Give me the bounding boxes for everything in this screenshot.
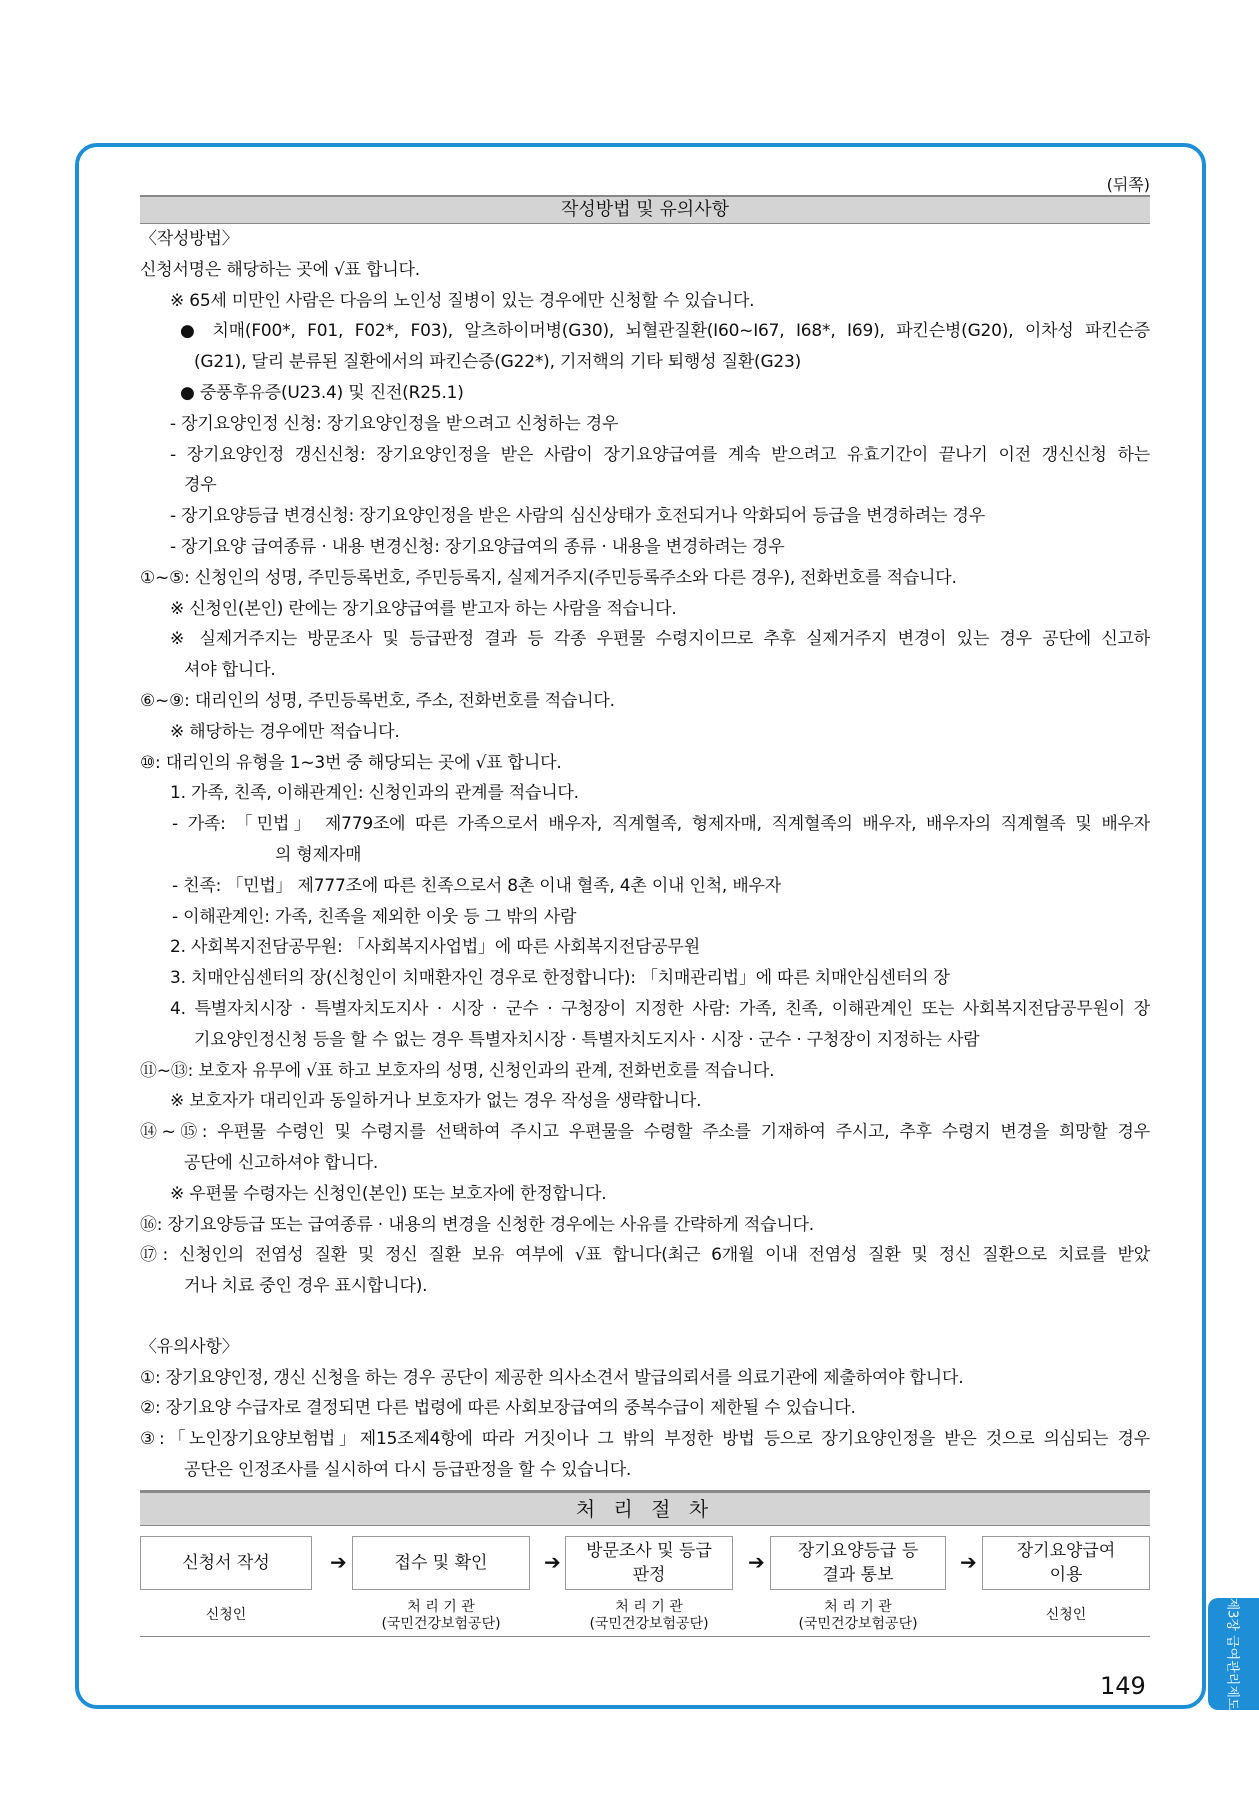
back-side-label: (뒤쪽) [1106, 175, 1150, 194]
step-label: 판정 [632, 1564, 666, 1585]
method-line: 2. 사회복지전담공무원: 「사회복지사업법」에 따른 사회복지전담공무원 [170, 937, 700, 958]
procedure-step [140, 1536, 312, 1590]
method-line: ①~⑤: 신청인의 성명, 주민등록번호, 주민등록지, 실제거주지(주민등록주소와 다른 경우), 전화번호를 적습니다. [140, 567, 957, 588]
method-heading: 〈작성방법〉 [140, 229, 239, 249]
notes-section [140, 1332, 1150, 1486]
arrow-right-icon: ➔ [330, 1549, 347, 1574]
actor-label: (국민건강보험공단) [798, 1615, 918, 1632]
instructions-title: 작성방법 및 유의사항 [140, 195, 1150, 224]
arrow-right-icon: ➔ [960, 1549, 977, 1574]
method-line: 경우 [184, 475, 217, 496]
method-line: ⑩: 대리인의 유형을 1~3번 중 해당되는 곳에 √표 합니다. [140, 752, 562, 773]
method-line: 신청서명은 해당하는 곳에 √표 합니다. [140, 259, 420, 280]
method-line: 의 형제자매 [275, 844, 362, 865]
method-line: ⑭~⑮: 우편물 수령인 및 수령지를 선택하여 주시고 우편물을 수령할 주소를 기재하여 주시고, 추후 수령지 변경을 희망할 경우 [140, 1122, 1150, 1143]
step-label: 접수 및 확인 [394, 1552, 488, 1573]
method-line: - 친족: 「민법」 제777조에 따른 친족으로서 8촌 이내 혈족, 4촌 이내 인척, 배우자 [172, 875, 781, 896]
step-label: 신청서 작성 [182, 1552, 270, 1573]
actor-label: 신청인 [1045, 1607, 1087, 1624]
method-line: ※ 실제거주지는 방문조사 및 등급판정 결과 등 각종 우편물 수령지이므로 추후 실제거주지 변경이 있는 경우 공단에 신고하 [170, 629, 1150, 650]
method-line: ⑰: 신청인의 전염성 질환 및 정신 질환 보유 여부에 √표 합니다(최근 6개월 이내 전염성 질환 및 정신 질환으로 치료를 받았 [140, 1245, 1150, 1266]
procedure-title: 처 리 절 차 [140, 1490, 1150, 1526]
notes-line: 공단은 인정조사를 실시하여 다시 등급판정을 할 수 있습니다. [184, 1460, 632, 1481]
chapter-side-tab [1208, 1598, 1259, 1710]
method-line: ※ 신청인(본인) 란에는 장기요양급여를 받고자 하는 사람을 적습니다. [170, 598, 677, 619]
actor-label: 신청인 [205, 1607, 247, 1624]
procedure-actor [982, 1598, 1150, 1634]
method-line: 3. 치매안심센터의 장(신청인이 치매환자인 경우로 한정합니다): 「치매관리법」에 따른 치매안심센터의 장 [170, 968, 950, 989]
method-line: 공단에 신고하셔야 합니다. [184, 1152, 379, 1173]
method-line: ⑪~⑬: 보호자 유무에 √표 하고 보호자의 성명, 신청인과의 관계, 전화번호를 적습니다. [140, 1060, 775, 1081]
method-line: 4. 특별자치시장 · 특별자치도지사 · 시장 · 군수 · 구청장이 지정한 사람: 가족, 친족, 이해관계인 또는 사회복지전담공무원이 장 [170, 998, 1150, 1019]
step-label: 장기요양급여 [1016, 1540, 1116, 1561]
actor-label: 처 리 기 관 [824, 1598, 892, 1615]
notes-line: ②: 장기요양 수급자로 결정되면 다른 법령에 따른 사회보장급여의 중복수급이 제한될 수 있습니다. [140, 1398, 856, 1419]
method-line: ※ 해당하는 경우에만 적습니다. [170, 721, 400, 742]
method-section [140, 224, 1150, 1332]
actor-label: (국민건강보험공단) [589, 1615, 709, 1632]
method-line: ● 중풍후유증(U23.4) 및 진전(R25.1) [180, 382, 464, 403]
notes-heading: 〈유의사항〉 [140, 1336, 239, 1357]
form-instructions [140, 175, 1150, 1637]
method-line: 1. 가족, 친족, 이해관계인: 신청인과의 관계를 적습니다. [170, 783, 579, 804]
method-line: 거나 치료 중인 경우 표시합니다). [184, 1276, 428, 1297]
procedure-actor [140, 1598, 312, 1634]
arrow-right-icon: ➔ [748, 1549, 765, 1574]
procedure-step [565, 1536, 733, 1590]
procedure-flow [140, 1526, 1150, 1637]
page-number: 149 [1100, 1672, 1146, 1700]
method-line: 셔야 합니다. [184, 660, 276, 681]
procedure-step [352, 1536, 530, 1590]
notes-line: ①: 장기요양인정, 갱신 신청을 하는 경우 공단이 제공한 의사소견서 발급의뢰서를 의료기관에 제출하여야 합니다. [140, 1367, 964, 1388]
notes-line: ③:「노인장기요양보험법」제15조제4항에 따라 거짓이나 그 밖의 부정한 방법 등으로 장기요양인정을 받은 것으로 의심되는 경우 [140, 1429, 1150, 1450]
arrow-right-icon: ➔ [544, 1549, 561, 1574]
actor-label: (국민건강보험공단) [381, 1615, 501, 1632]
method-line: - 가족: 「민법」 제779조에 따른 가족으로서 배우자, 직계혈족, 형제자매, 직계혈족의 배우자, 배우자의 직계혈족 및 배우자 [172, 814, 1150, 835]
chapter-side-tab-label: 제3장 급여관리제도 [1224, 1597, 1239, 1711]
method-line: - 장기요양 급여종류 · 내용 변경신청: 장기요양급여의 종류 · 내용을 변경하려는 경우 [170, 536, 785, 557]
actor-label: 처 리 기 관 [615, 1598, 683, 1615]
actor-label: 처 리 기 관 [407, 1598, 475, 1615]
method-line: (G21), 달리 분류된 질환에서의 파킨슨증(G22*), 기저핵의 기타 퇴행성 질환(G23) [194, 352, 802, 373]
method-line: - 장기요양인정 갱신신청: 장기요양인정을 받은 사람이 장기요양급여를 계속 받으려고 유효기간이 끝나기 이전 갱신신청 하는 [170, 444, 1150, 465]
step-label: 방문조사 및 등급 [586, 1540, 712, 1561]
procedure-actor [352, 1598, 530, 1634]
procedure-actor [565, 1598, 733, 1634]
procedure-step [982, 1536, 1150, 1590]
procedure-step [770, 1536, 946, 1590]
method-line: ※ 65세 미만인 사람은 다음의 노인성 질병이 있는 경우에만 신청할 수 있습니다. [170, 290, 755, 311]
step-label: 장기요양등급 등 [797, 1540, 919, 1561]
method-line: - 장기요양등급 변경신청: 장기요양인정을 받은 사람의 심신상태가 호전되거나 악화되어 등급을 변경하려는 경우 [170, 506, 985, 527]
method-line: ⑥~⑨: 대리인의 성명, 주민등록번호, 주소, 전화번호를 적습니다. [140, 690, 615, 711]
method-line: ● 치매(F00*, F01, F02*, F03), 알츠하이머병(G30), 뇌혈관질환(I60~I67, I68*, I69), 파킨슨병(G20), 이차성 파킨슨증 [180, 321, 1150, 342]
method-line: 기요양인정신청 등을 할 수 없는 경우 특별자치시장 · 특별자치도지사 · 시장 · 군수 · 구청장이 지정하는 사람 [194, 1029, 980, 1050]
procedure-actor [770, 1598, 946, 1634]
step-label: 결과 통보 [822, 1564, 894, 1585]
method-line: - 이해관계인: 가족, 친족을 제외한 이웃 등 그 밖의 사람 [172, 906, 577, 927]
method-line: - 장기요양인정 신청: 장기요양인정을 받으려고 신청하는 경우 [170, 413, 619, 434]
method-line: ※ 보호자가 대리인과 동일하거나 보호자가 없는 경우 작성을 생략합니다. [170, 1091, 702, 1112]
step-label: 이용 [1049, 1564, 1083, 1585]
method-line: ※ 우편물 수령자는 신청인(본인) 또는 보호자에 한정합니다. [170, 1183, 607, 1204]
method-line: ⑯: 장기요양등급 또는 급여종류 · 내용의 변경을 신청한 경우에는 사유를 간략하게 적습니다. [140, 1214, 814, 1235]
